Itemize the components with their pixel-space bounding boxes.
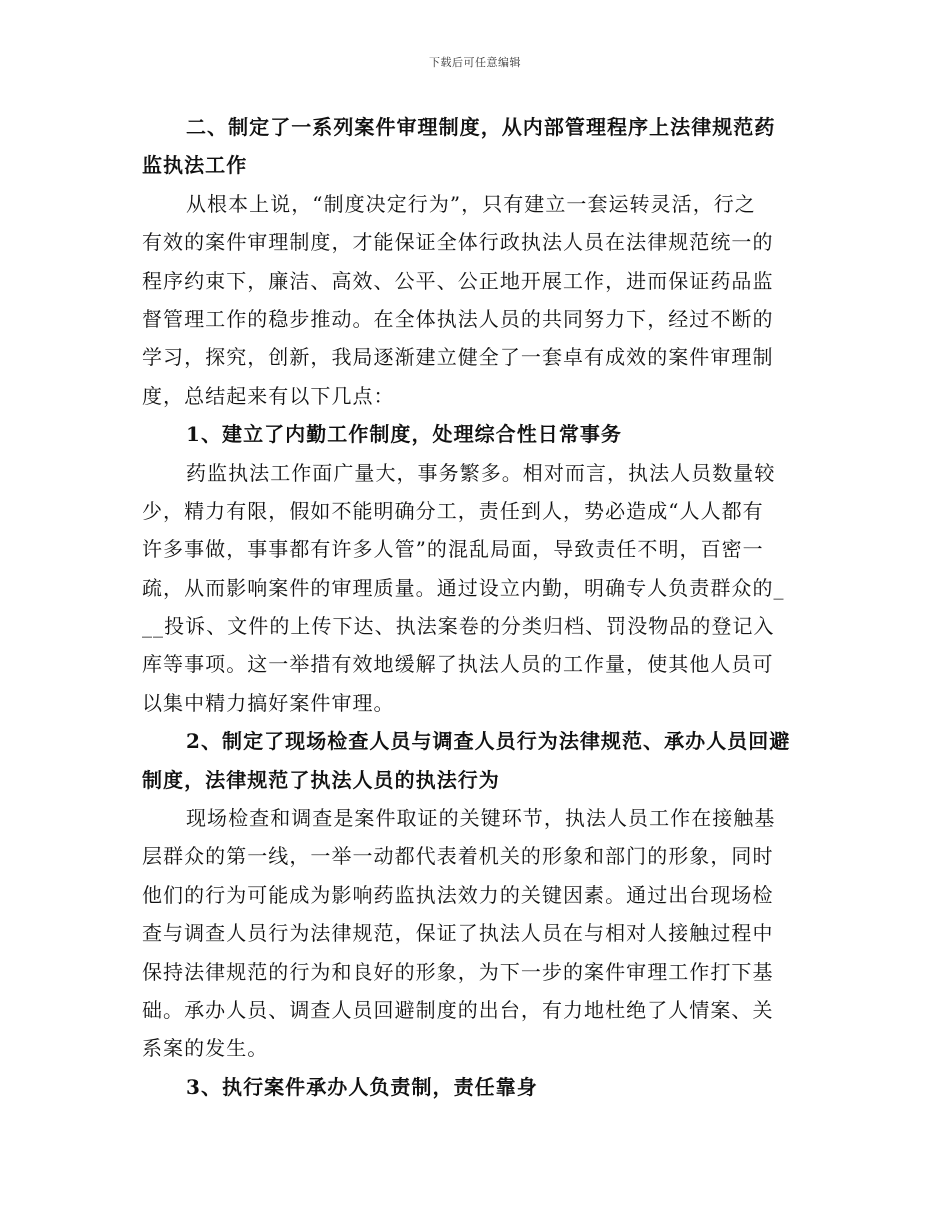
paragraph-line: 少，精力有限，假如不能明确分工，责任到人，势必造成“人人都有 xyxy=(142,498,764,523)
paragraph-line: 查与调查人员行为法律规范，保证了执法人员在与相对人接触过程中 xyxy=(142,921,774,946)
paragraph-line: 度，总结起来有以下几点： xyxy=(142,383,395,408)
section-heading-line: 2、制定了现场检查人员与调查人员行为法律规范、承办人员回避 xyxy=(186,729,791,754)
section-heading-line: 制度，法律规范了执法人员的执法行为 xyxy=(142,767,500,792)
paragraph-line: 有效的案件审理制度，才能保证全体行政执法人员在法律规范统一的 xyxy=(142,230,774,255)
section-heading-line: 监执法工作 xyxy=(142,153,248,178)
section-heading-line: 二、制定了一系列案件审理制度，从内部管理程序上法律规范药 xyxy=(186,115,776,139)
paragraph-line: 学习，探究，创新，我局逐渐建立健全了一套卓有成效的案件审理制 xyxy=(142,345,774,370)
paragraph-line: __投诉、文件的上传下达、执法案卷的分类归档、罚没物品的登记入 xyxy=(142,614,775,639)
paragraph-line: 从根本上说，“制度决定行为”，只有建立一套运转灵活，行之 xyxy=(186,191,756,216)
paragraph-line: 他们的行为可能成为影响药监执法效力的关键因素。通过出台现场检 xyxy=(142,882,774,907)
section-heading-line: 1、建立了内勤工作制度，处理综合性日常事务 xyxy=(186,422,622,447)
paragraph-line: 础。承办人员、调查人员回避制度的出台，有力地杜绝了人情案、关 xyxy=(142,997,774,1022)
paragraph-line: 层群众的第一线，一举一动都代表着机关的形象和部门的形象，同时 xyxy=(142,844,774,869)
paragraph-line: 现场检查和调查是案件取证的关键环节，执法人员工作在接触基 xyxy=(186,806,776,831)
paragraph-line: 保持法律规范的行为和良好的形象，为下一步的案件审理工作打下基 xyxy=(142,959,774,984)
paragraph-line: 许多事做，事事都有许多人管”的混乱局面，导致责任不明，百密一 xyxy=(142,537,764,562)
document-body xyxy=(142,108,810,1106)
paragraph-line: 以集中精力搞好案件审理。 xyxy=(142,690,395,715)
paragraph-line: 督管理工作的稳步推动。在全体执法人员的共同努力下，经过不断的 xyxy=(142,306,774,331)
paragraph-line: 程序约束下，廉洁、高效、公平、公正地开展工作，进而保证药品监 xyxy=(142,268,774,293)
section-heading-line: 3、执行案件承办人负责制，责任靠身 xyxy=(186,1074,538,1099)
paragraph-line: 药监执法工作面广量大，事务繁多。相对而言，执法人员数量较 xyxy=(186,460,776,485)
paragraph-line: 库等事项。这一举措有效地缓解了执法人员的工作量，使其他人员可 xyxy=(142,652,774,677)
paragraph-line: 系案的发生。 xyxy=(142,1036,269,1061)
page-header: 下载后可任意编辑 xyxy=(429,56,521,69)
paragraph-line: 疏，从而影响案件的审理质量。通过设立内勤，明确专人负责群众的_ xyxy=(142,575,785,600)
